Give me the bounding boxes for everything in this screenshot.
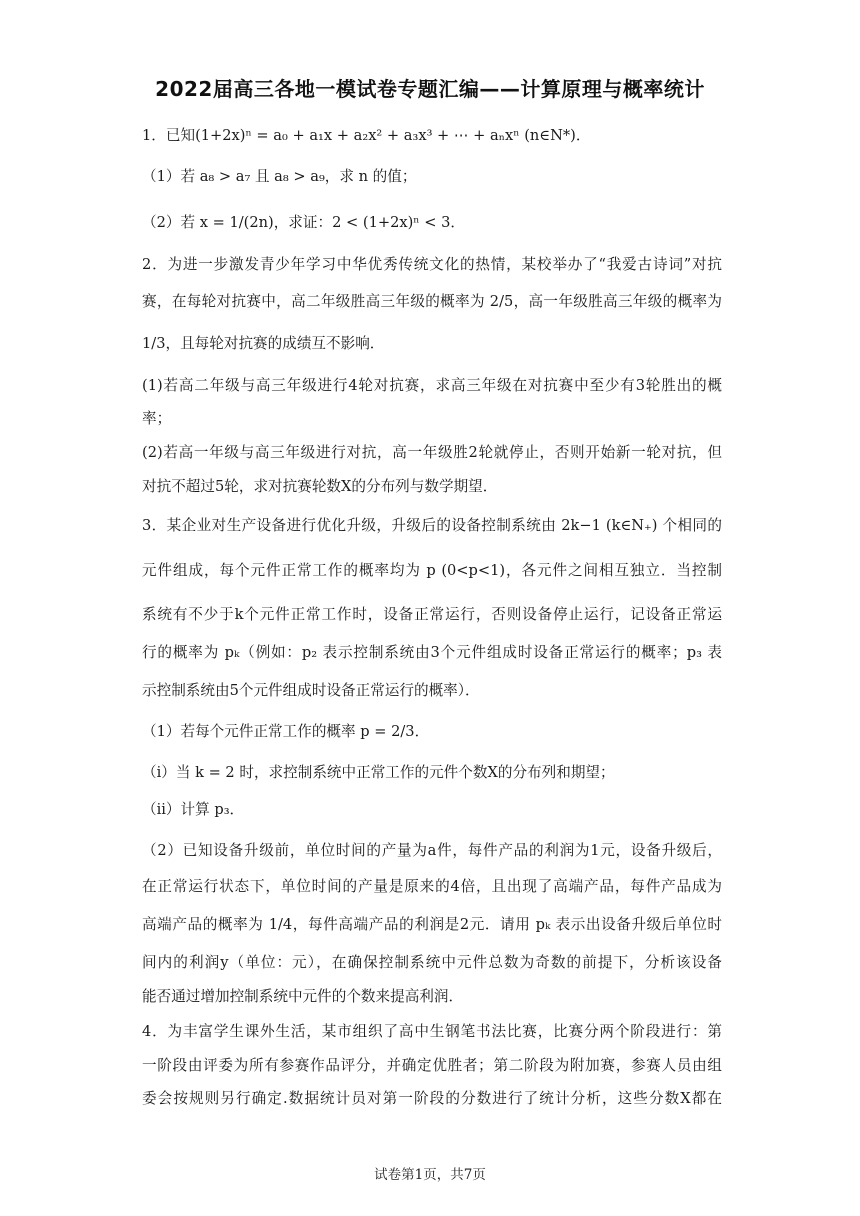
problem-1-part-2: （2）若 x = 1/(2n)，求证：2 < (1+2x)ⁿ < 3． xyxy=(142,214,465,231)
problem-2-line-3: 1/3，且每轮对抗赛的成绩互不影响． xyxy=(142,335,385,352)
problem-1-statement: 1．已知(1+2x)ⁿ = a₀ + a₁x + a₂x² + a₃x³ + ⋯ + aₙxⁿ (n∈N*)． xyxy=(142,127,591,144)
problem-2-part-2-line-2: 对抗不超过5轮，求对抗赛轮数X的分布列与数学期望． xyxy=(142,478,498,495)
problem-4-line-2: 一阶段由评委为所有参赛作品评分，并确定优胜者；第二阶段为附加赛，参赛人员由组 xyxy=(142,1057,722,1074)
problem-2-part-1-line-1: (1)若高二年级与高三年级进行4轮对抗赛，求高三年级在对抗赛中至少有3轮胜出的概 xyxy=(142,377,722,394)
problem-3-line-4: 行的概率为 pₖ（例如：p₂ 表示控制系统由3个元件组成时设备正常运行的概率；p₃ 表 xyxy=(142,644,722,661)
problem-3-line-1: 3．某企业对生产设备进行优化升级，升级后的设备控制系统由 2k−1 (k∈N₊) 个相同的 xyxy=(142,517,722,534)
problem-3-part-1: （1）若每个元件正常工作的概率 p = 2/3． xyxy=(142,723,430,740)
problem-4-line-3: 委会按规则另行确定.数据统计员对第一阶段的分数进行了统计分析，这些分数X都在 xyxy=(142,1090,722,1107)
problem-2-part-1-line-2: 率； xyxy=(142,410,172,427)
problem-3-part-2-line-5: 能否通过增加控制系统中元件的个数来提高利润． xyxy=(142,988,464,1005)
problem-4-line-1: 4．为丰富学生课外生活，某市组织了高中生钢笔书法比赛，比赛分两个阶段进行：第 xyxy=(142,1023,722,1040)
problem-1-part-1: （1）若 a₈ > a₇ 且 a₈ > a₉，求 n 的值； xyxy=(142,168,417,185)
problem-3-part-2-line-2: 在正常运行状态下，单位时间的产量是原来的4倍，且出现了高端产品，每件产品成为 xyxy=(142,878,722,895)
problem-3-line-2: 元件组成，每个元件正常工作的概率均为 p (0<p<1)，各元件之间相互独立．当控制 xyxy=(142,562,722,579)
problem-3-part-1-ii: （ii）计算 p₃． xyxy=(142,801,245,818)
problem-3-part-2-line-3: 高端产品的概率为 1/4，每件高端产品的利润是2元．请用 pₖ 表示出设备升级后单位时 xyxy=(142,916,722,933)
problem-3-part-2-line-4: 间内的利润y（单位：元），在确保控制系统中元件总数为奇数的前提下，分析该设备 xyxy=(142,954,722,971)
page-title: 2022届高三各地一模试卷专题汇编——计算原理与概率统计 xyxy=(155,77,705,101)
problem-3-part-2-line-1: （2）已知设备升级前，单位时间的产量为a件，每件产品的利润为1元，设备升级后， xyxy=(142,842,722,859)
problem-2-line-1: 2．为进一步激发青少年学习中华优秀传统文化的热情，某校举办了“我爱古诗词”对抗 xyxy=(142,256,722,273)
problem-3-line-5: 示控制系统由5个元件组成时设备正常运行的概率）． xyxy=(142,682,480,699)
problem-3-part-1-i: （i）当 k = 2 时，求控制系统中正常工作的元件个数X的分布列和期望； xyxy=(142,764,615,781)
problem-3-line-3: 系统有不少于k个元件正常工作时，设备正常运行，否则设备停止运行，记设备正常运 xyxy=(142,606,722,623)
page-footer: 试卷第1页，共7页 xyxy=(374,1167,486,1183)
problem-2-line-2: 赛，在每轮对抗赛中，高二年级胜高三年级的概率为 2/5，高一年级胜高三年级的概率为 xyxy=(142,293,722,310)
problem-2-part-2-line-1: (2)若高一年级与高三年级进行对抗，高一年级胜2轮就停止，否则开始新一轮对抗，但 xyxy=(142,444,722,461)
